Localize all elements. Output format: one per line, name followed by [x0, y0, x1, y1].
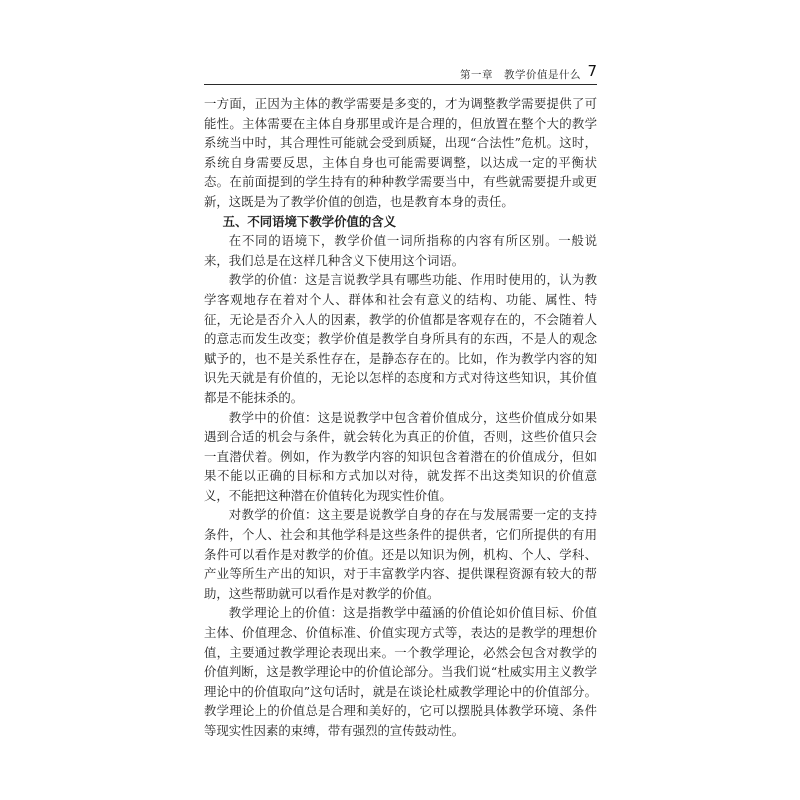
- running-header: [204, 64, 597, 85]
- paragraph-value-in-teaching: 教学中的价值：这是说教学中包含着价值成分，这些价值成分如果遇到合适的机会与条件，就会转化为真正的价值，否则，这些价值只会一直潜伏着。例如，作为教学内容的知识包含着潜在的价值成分，但如果不能以正确的目标和方式加以对待，就发挥不出这类知识的价值意义，不能把这种潜在价值转化为现实性价值。: [204, 409, 597, 503]
- paragraph-theoretical-value: 教学理论上的价值：这是指教学中蕴涵的价值论如价值目标、价值主体、价值理念、价值标准、价值实现方式等，表达的是教学的理想价值，主要通过教学理论表现出来。一个教学理论，必然会包含对教学的价值判断，这是教学理论中的价值论部分。当我们说“杜威实用主义教学理论中的价值取向”这句话时，就是在谈论杜威教学理论中的价值部分。教学理论上的价值总是合理和美好的，它可以摆脱具体教学环境、条件等现实性因素的束缚，带有强烈的宣传鼓动性。: [204, 605, 597, 738]
- page-number: 7: [587, 62, 597, 80]
- body-text: [204, 94, 597, 741]
- paragraph-value-for-teaching: 对教学的价值：这主要是说教学自身的存在与发展需要一定的支持条件，个人、社会和其他学科是这些条件的提供者，它们所提供的有用条件可以看作是对教学的价值。还是以知识为例，机构、个人、学科、产业等所生产出的知识，对于丰富教学内容、提供课程资源有较大的帮助，这些帮助就可以看作是对教学的价值。: [204, 507, 597, 601]
- chapter-title: 第一章 教学价值是什么: [460, 69, 581, 81]
- section-heading: 五、不同语境下教学价值的含义: [222, 213, 397, 229]
- paragraph-value-of-teaching: 教学的价值：这是言说教学具有哪些功能、作用时使用的，认为教学客观地存在着对个人、群体和社会有意义的结构、功能、属性、特征，无论是否介入人的因素，教学的价值都是客观存在的，不会随着人的意志而发生改变；教学价值是教学自身所具有的东西，不是人的观念赋予的，也不是关系性存在，是静态存在的。比如，作为教学内容的知识先天就是有价值的，无论以怎样的态度和方式对待这些知识，其价值都是不能抹杀的。: [204, 272, 597, 405]
- paragraph-intro: 在不同的语境下，教学价值一词所指称的内容有所区别。一般说来，我们总是在这样几种含义下使用这个词语。: [204, 233, 597, 268]
- paragraph-continued: 一方面，正因为主体的教学需要是多变的，才为调整教学需要提供了可能性。主体需要在主体自身那里或许是合理的，但放置在整个大的教学系统当中时，其合理性可能就会受到质疑，出现“合法性”危机。这时，系统自身需要反思，主体自身也可能需要调整，以达成一定的平衡状态。在前面提到的学生持有的种种教学需要当中，有些就需要提升或更新，这既是为了教学价值的创造，也是教育本身的责任。: [204, 96, 597, 209]
